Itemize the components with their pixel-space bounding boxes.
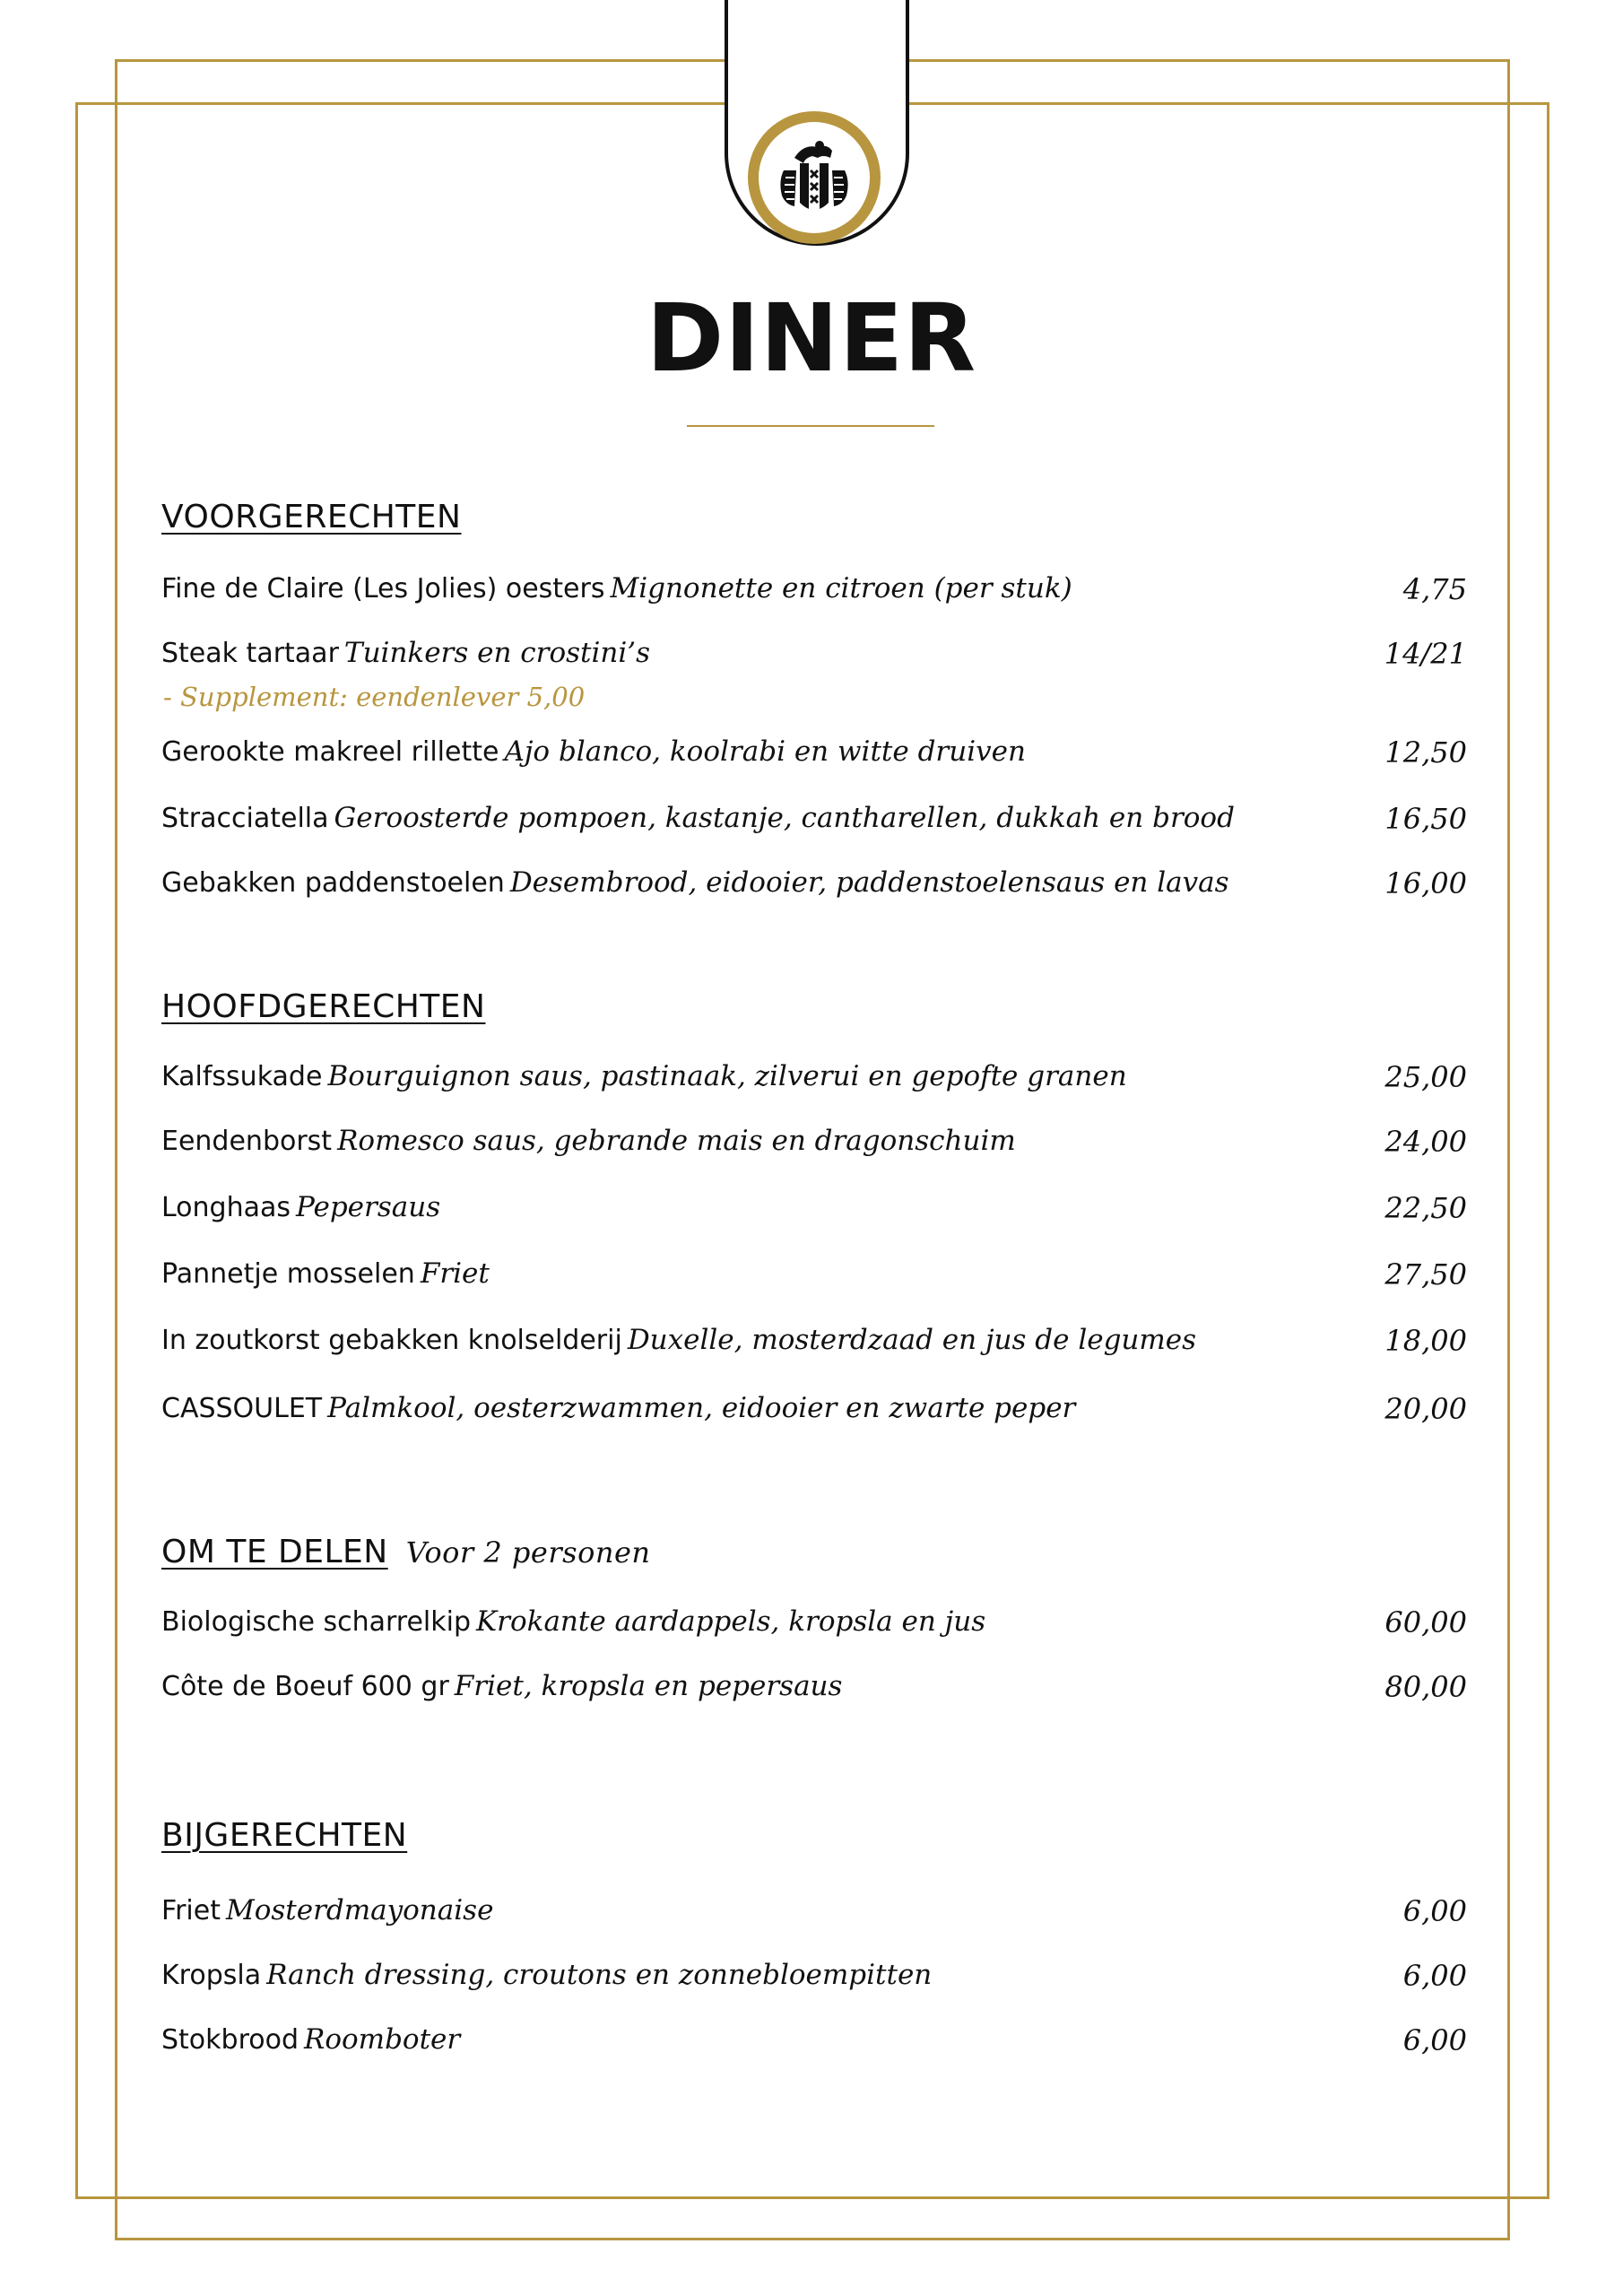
item-description: Friet [420,1257,490,1290]
section-heading-bijgerechten: BIJGERECHTEN [161,1817,408,1854]
item-description: Ranch dressing, croutons en zonnebloempitten [266,1959,933,1991]
item-description: Tuinkers en crostini’s [343,637,651,669]
page-title: DINER [646,283,977,393]
item-price: 16,50 [1384,802,1467,836]
item-description: Romesco saus, gebrande mais en dragonschuim [337,1125,1016,1157]
item-price: 6,00 [1402,1894,1467,1928]
item-price: 6,00 [1402,1959,1467,1993]
menu-item [161,1324,1467,1374]
section-heading-hoofdgerechten: HOOFDGERECHTEN [161,988,486,1025]
menu-item [161,735,1467,786]
item-name: Eendenborst [161,1126,333,1157]
menu-item [161,802,1467,852]
item-price: 60,00 [1384,1605,1467,1639]
item-name: Biologische scharrelkip [161,1606,472,1638]
section-heading-om-te-delen: OM TE DELEN Voor 2 personen [161,1534,651,1570]
menu-item [161,1392,1467,1442]
item-description: Roomboter [304,2023,461,2056]
item-name: Côte de Boeuf 600 gr [161,1671,449,1702]
item-name: Friet [161,1895,221,1926]
item-description: Palmkool, oesterzwammen, eidooier en zwarte peper [327,1392,1076,1424]
item-price: 27,50 [1384,1257,1467,1292]
item-price: 25,00 [1384,1060,1467,1094]
item-description: Desembrood, eidooier, paddenstoelensaus en lavas [509,866,1229,899]
menu-item [161,1605,1467,1656]
item-name: Pannetje mosselen [161,1258,415,1290]
item-description: Pepersaus [296,1191,441,1223]
item-name: Kalfssukade [161,1061,323,1092]
item-description: Friet, kropsla en pepersaus [454,1670,843,1702]
item-description: Geroosterde pompoen, kastanje, cantharellen, dukkah en brood [334,802,1235,834]
menu-item [161,2023,1467,2074]
title-divider [687,425,934,427]
menu-item [161,1191,1467,1241]
menu-item [161,572,1467,622]
item-name: Gebakken paddenstoelen [161,867,505,899]
item-supplement: - Supplement: eendenlever 5,00 [163,682,586,712]
item-price: 14/21 [1384,637,1467,671]
item-name: Fine de Claire (Les Jolies) oesters [161,573,605,604]
item-price: 12,50 [1384,735,1467,770]
item-name: Steak tartaar [161,638,339,669]
item-price: 16,00 [1384,866,1467,900]
item-name: Gerookte makreel rillette [161,736,499,768]
item-price: 24,00 [1384,1125,1467,1159]
item-price: 20,00 [1384,1392,1467,1426]
item-name: Longhaas [161,1192,291,1223]
item-description: Mignonette en citroen (per stuk) [610,572,1072,604]
item-price: 6,00 [1402,2023,1467,2057]
item-description: Duxelle, mosterdzaad en jus de legumes [627,1324,1197,1356]
item-description: Ajo blanco, koolrabi en witte druiven [504,735,1026,768]
amsterdam-emblem-icon [748,111,881,244]
item-name: Kropsla [161,1960,262,1991]
item-name: CASSOULET [161,1393,323,1424]
item-price: 18,00 [1384,1324,1467,1358]
menu-item [161,1060,1467,1110]
item-name: Stokbrood [161,2024,299,2056]
item-description: Krokante aardappels, kropsla en jus [476,1605,986,1638]
menu-item [161,1257,1467,1308]
menu-item [161,637,1467,687]
item-description: Mosterdmayonaise [225,1894,494,1926]
item-name: In zoutkorst gebakken knolselderij [161,1325,622,1356]
item-price: 22,50 [1384,1191,1467,1225]
menu-item [161,866,1467,917]
item-description: Bourguignon saus, pastinaak, zilverui en gepofte granen [327,1060,1127,1092]
item-price: 4,75 [1402,572,1467,606]
item-price: 80,00 [1384,1670,1467,1704]
menu-item [161,1670,1467,1720]
menu-item [161,1894,1467,1944]
menu-item [161,1125,1467,1175]
section-heading-voorgerechten: VOORGERECHTEN [161,499,462,535]
item-name: Stracciatella [161,803,329,834]
section-subheading: Voor 2 personen [405,1535,651,1570]
menu-item [161,1959,1467,2009]
